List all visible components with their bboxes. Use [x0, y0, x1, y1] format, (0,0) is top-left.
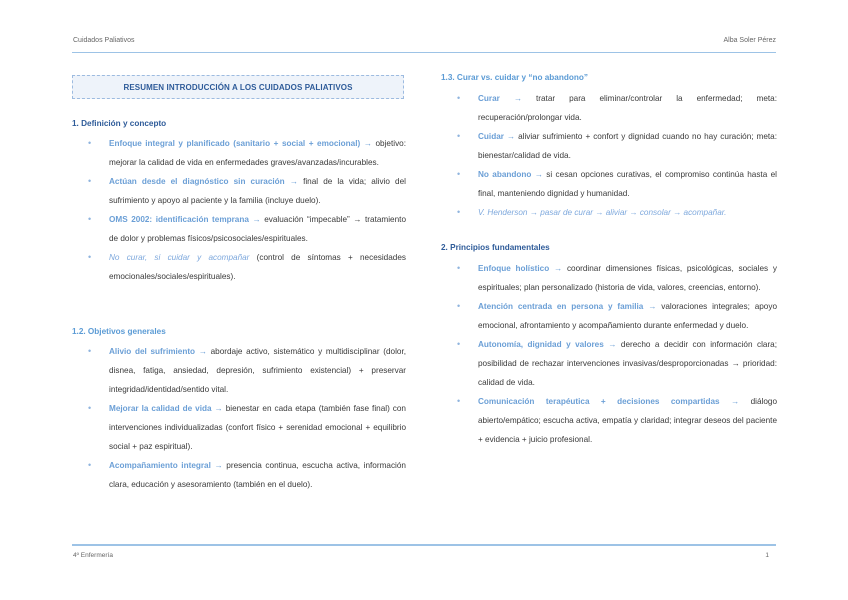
item-text: presencia continua, escucha activa, información clara, educación y asesoramiento (también en el duelo).	[109, 461, 406, 489]
item-text: aliviar sufrimiento + confort y dignidad cuando no hay curación; meta: bienestar/calidad de vida.	[478, 132, 777, 160]
bullet-icon: •	[88, 214, 92, 224]
header-rule	[72, 52, 776, 53]
item-key: Enfoque holístico →	[478, 264, 563, 273]
item-key: No abandono →	[478, 170, 543, 179]
item-text: diálogo abierto/empático; escucha activa, empatía y claridad; integrar deseos del paciente + evidencia + juicio profesional.	[478, 397, 777, 444]
list-item	[72, 399, 406, 456]
item-key: No curar, si cuidar y acompañar	[109, 253, 250, 262]
list-item	[441, 259, 777, 297]
item-text: tratar para eliminar/controlar la enfermedad; meta: recuperación/prolongar vida.	[478, 94, 777, 122]
item-key: Autonomía, dignidad y valores →	[478, 340, 617, 349]
list-item	[72, 210, 406, 248]
section-heading-definicion: 1. Definición y concepto	[72, 119, 167, 128]
item-text: objetivo: mejorar la calidad de vida en enfermedades graves/avanzadas/incurables.	[109, 139, 407, 167]
item-key: Acompañamiento integral →	[109, 461, 223, 470]
header-right: Alba Soler Pérez	[723, 37, 776, 44]
item-text: coordinar dimensiones físicas, psicológicas, sociales y espirituales; plan personalizado (historia de vida, valores, creencias, entorno).	[478, 264, 777, 292]
bullet-icon: •	[88, 252, 92, 262]
item-text: si cesan opciones curativas, el compromiso continúa hasta el final, manteniendo dignidad y humanidad.	[478, 170, 777, 198]
footer-left: 4º Enfermería	[73, 552, 113, 559]
bullet-icon: •	[88, 403, 92, 413]
list-item	[72, 172, 406, 210]
list-item	[72, 342, 406, 399]
bullet-icon: •	[457, 339, 461, 349]
bullet-icon: •	[457, 93, 461, 103]
item-text: V. Henderson → pasar de curar → aliviar → consolar → acompañar.	[478, 208, 727, 217]
item-text: final de la vida; alivio del sufrimiento y apoyo al paciente y la familia (incluye duelo).	[109, 177, 406, 205]
definicion-list	[72, 134, 406, 286]
item-text: derecho a decidir con información clara; posibilidad de rechazar intervenciones invasivas/desproporcionadas → prioridad: calidad de vida.	[478, 340, 778, 387]
section-heading-principios: 2. Principios fundamentales	[441, 243, 550, 252]
list-item	[441, 297, 777, 335]
footer-rule	[72, 544, 776, 546]
list-item	[441, 127, 777, 165]
bullet-icon: •	[88, 346, 92, 356]
section-heading-curar-cuidar: 1.3. Curar vs. cuidar y “no abandono”	[441, 73, 588, 82]
page-number: 1	[765, 552, 769, 559]
list-item	[441, 89, 777, 127]
item-key: Cuidar →	[478, 132, 516, 141]
item-key: Curar →	[478, 94, 523, 103]
bullet-icon: •	[457, 301, 461, 311]
list-item	[441, 335, 777, 392]
item-key: Enfoque integral y planificado (sanitario + social + emocional) →	[109, 139, 372, 148]
principios-list	[441, 259, 777, 449]
item-key: Comunicación terapéutica + decisiones compartidas →	[478, 397, 740, 406]
item-text: (control de síntomas + necesidades emocionales/sociales/espirituales).	[109, 253, 406, 281]
item-key: Mejorar la calidad de vida →	[109, 404, 223, 413]
section-heading-objetivos: 1.2. Objetivos generales	[72, 327, 166, 336]
bullet-icon: •	[457, 396, 461, 406]
bullet-icon: •	[88, 176, 92, 186]
curar-cuidar-list	[441, 89, 777, 222]
bullet-icon: •	[457, 263, 461, 273]
item-text: bienestar en cada etapa (también fase final) con intervenciones individualizadas (confort físico + serenidad emocional + equilibrio social + paz espiritual).	[109, 404, 406, 451]
bullet-icon: •	[88, 138, 92, 148]
list-item	[441, 203, 777, 222]
header-left: Cuidados Paliativos	[73, 37, 135, 44]
item-text: valoraciones integrales; apoyo emocional, afrontamiento y acompañamiento durante enfermedad y duelo.	[478, 302, 778, 330]
item-key: Alivio del sufrimiento →	[109, 347, 207, 356]
summary-title: RESUMEN INTRODUCCIÓN A LOS CUIDADOS PALIATIVOS	[72, 75, 404, 99]
item-key: Atención centrada en persona y familia →	[478, 302, 657, 311]
item-text: evaluación “impecable” → tratamiento de dolor y problemas físicos/psicosociales/espirituales.	[109, 215, 406, 243]
item-key: OMS 2002: identificación temprana →	[109, 215, 261, 224]
objetivos-list	[72, 342, 406, 494]
bullet-icon: •	[457, 207, 461, 217]
list-item	[441, 392, 777, 449]
item-text: abordaje activo, sistemático y multidisciplinar (dolor, disnea, fatiga, ansiedad, depresión, sufrimiento existencial) + preservar integridad/identidad/sentido vital.	[109, 347, 406, 394]
item-key: Actúan desde el diagnóstico sin curación →	[109, 177, 298, 186]
list-item	[72, 248, 406, 286]
bullet-icon: •	[457, 131, 461, 141]
bullet-icon: •	[457, 169, 461, 179]
list-item	[72, 456, 406, 494]
list-item	[72, 134, 406, 172]
list-item	[441, 165, 777, 203]
bullet-icon: •	[88, 460, 92, 470]
